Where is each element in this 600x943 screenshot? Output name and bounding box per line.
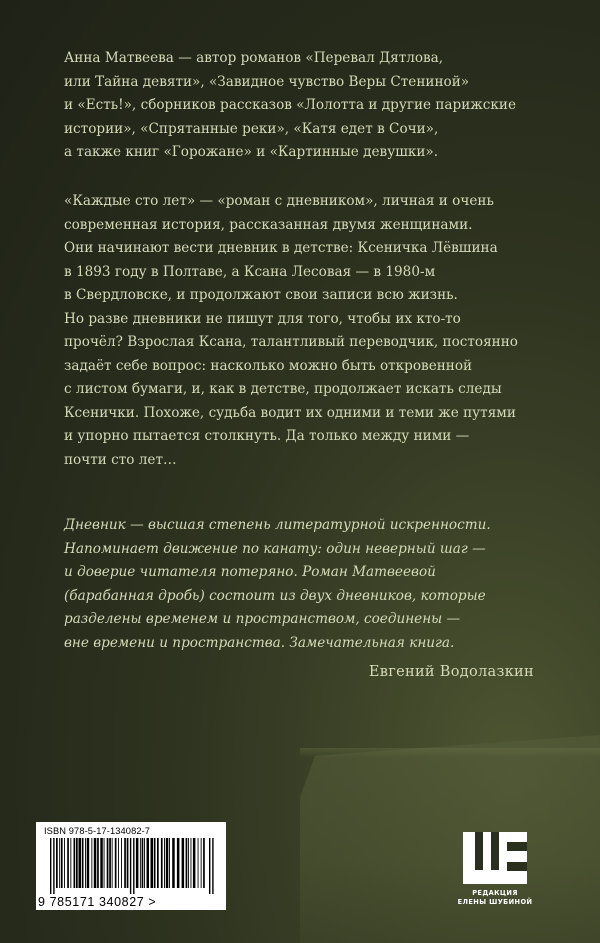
barcode-bar [124, 838, 126, 888]
bio-line: истории», «Спрятанные реки», «Катя едет в Сочи», [64, 120, 439, 137]
barcode-bar [74, 838, 76, 888]
barcode-bar [115, 838, 117, 888]
quote-author: Евгений Водолазкин [368, 664, 534, 680]
barcode-bar [164, 838, 165, 888]
barcode-bars [50, 838, 214, 894]
annotation-line: в Свердловске, и продолжают свои записи всю жизнь. [64, 287, 458, 303]
bio-line: и «Есть!», сборников рассказов «Лолотта и другие парижские [64, 97, 517, 113]
barcode-bar [85, 838, 86, 888]
barcode-bar [70, 838, 71, 888]
barcode-bar [166, 838, 169, 888]
publisher-caption-line1: РЕДАКЦИЯ [472, 889, 518, 897]
author-bio [64, 47, 544, 165]
barcode-bar [169, 838, 170, 888]
isbn-label: ISBN 978-5-17-134082-7 [44, 826, 151, 836]
barcode-guard-bar [209, 838, 210, 894]
barcode-bar [121, 838, 122, 888]
barcode-bar [147, 838, 150, 888]
review-quote [64, 514, 544, 655]
annotation-line: прочёл? Взрослая Ксана, талантливый переводчик, постоянно [64, 334, 518, 350]
barcode-bar [64, 838, 65, 888]
barcode-guard-bar [53, 838, 54, 894]
barcode-bar [188, 838, 189, 888]
publisher-caption-line2: ЕЛЕНЫ ШУБИНОЙ [457, 897, 533, 906]
annotation-line: «Каждые сто лет» — «роман с дневником», личная и очень [64, 193, 494, 209]
barcode-bar [203, 838, 205, 888]
barcode-bar [172, 838, 175, 888]
annotation-line: и упорно пытается столкнуть. Да только между ними — [64, 428, 470, 444]
barcode-bar [91, 838, 92, 888]
annotation-line: почти сто лет… [64, 451, 177, 468]
barcode-bar [151, 838, 154, 888]
barcode-bar [112, 838, 113, 888]
background-paper-edge [300, 748, 600, 758]
barcode-bar [182, 838, 185, 888]
barcode-bar [136, 838, 139, 888]
barcode-bar [61, 838, 63, 888]
barcode-bar [82, 838, 84, 888]
annotation-line: Они начинают вести дневник в детстве: Ксеничка Лёвшина [64, 240, 498, 256]
bio-line: Анна Матвеева — автор романов «Перевал Дятлова, [64, 50, 444, 66]
annotation-line: с листом бумаги, и, как в детстве, продолжает искать следы [64, 381, 502, 397]
barcode-bar [154, 838, 156, 888]
barcode-bar [109, 838, 111, 888]
barcode-bar [142, 838, 144, 888]
barcode-bar [193, 838, 196, 888]
barcode-bar [201, 838, 202, 888]
quote-line: вне времени и пространства. Замечательная книга. [64, 634, 455, 651]
barcode-guard-bar [50, 838, 51, 894]
background-paper-shape [300, 735, 600, 943]
barcode-bar [144, 838, 145, 888]
annotation-line: задаёт себе вопрос: насколько можно быть откровенной [64, 357, 473, 374]
barcode-guard-bar [130, 838, 131, 894]
barcode-bar [191, 838, 192, 888]
publisher-caption [448, 889, 542, 906]
barcode-bar [94, 838, 97, 888]
quote-line: (барабанная дробь) состоит из двух дневников, которые [64, 587, 486, 604]
barcode-digits: 9 785171 340827 > [38, 895, 157, 909]
bio-line: или Тайна девяти», «Завидное чувство Веры Стениной» [64, 73, 470, 90]
barcode-bar [177, 838, 180, 888]
barcode-bar [198, 838, 199, 888]
annotation-line: современная история, рассказанная двумя женщинами. [64, 216, 473, 233]
barcode-bar [127, 838, 129, 888]
barcode-bar [118, 838, 119, 888]
barcode-bar [157, 838, 159, 888]
quote-line: и доверие читателя потеряно. Роман Матвеевой [64, 564, 436, 580]
quote-line: Напоминает движение по канату: один неверный шаг — [64, 540, 486, 557]
quote-line: Дневник — высшая степень литературной искренности. [64, 517, 491, 533]
annotation-line: Но разве дневники не пишут для того, чтобы их кто-то [64, 310, 461, 327]
annotation-line: в 1893 году в Полтаве, а Ксана Лесовая — в 1980-м [64, 263, 436, 280]
barcode-bar [76, 838, 78, 888]
barcode-guard-bar [212, 838, 213, 894]
quote-line: разделены временем и пространством, соединены — [64, 611, 461, 627]
barcode-bar [56, 838, 58, 888]
barcode-bar [104, 838, 105, 888]
barcode-bar [100, 838, 103, 888]
barcode-bar [59, 838, 60, 888]
annotation-line: Ксенички. Похоже, судьба водит их одними и теми же путями [64, 404, 516, 421]
barcode-bar [97, 838, 99, 888]
publisher-logo-icon [455, 830, 535, 930]
barcode-bar [107, 838, 109, 888]
barcode-bar [67, 838, 69, 888]
isbn-barcode [36, 822, 226, 910]
book-annotation [64, 190, 544, 472]
barcode-bar [87, 838, 90, 888]
barcode-bar [140, 838, 141, 888]
barcode-bar [186, 838, 188, 888]
barcode-guard-bar [133, 838, 134, 894]
bio-line: а также книг «Горожане» и «Картинные девушки». [64, 144, 439, 160]
barcode-bar [79, 838, 82, 888]
barcode-bar [161, 838, 163, 888]
